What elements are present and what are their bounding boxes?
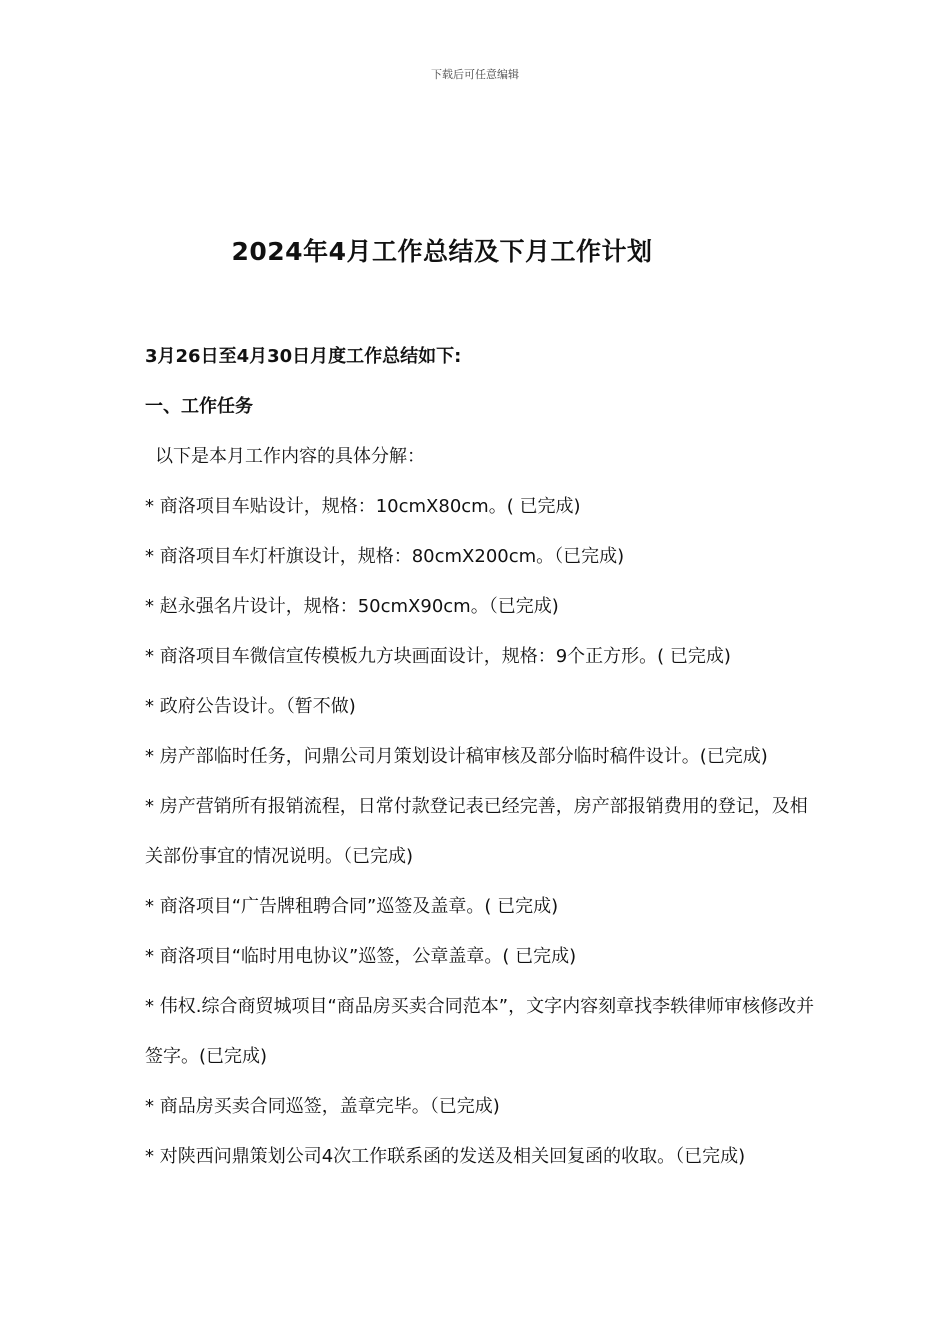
list-item: * 商洛项目“临时用电协议”巡签，公章盖章。( 已完成) [145,946,577,967]
list-item: * 商洛项目“广告牌租聘合同”巡签及盖章。( 已完成) [145,896,559,917]
list-item: * 商洛项目车贴设计，规格：10cmX80cm。( 已完成) [145,496,581,517]
list-item: * 商品房买卖合同巡签，盖章完毕。（已完成) [145,1096,500,1117]
list-item: * 商洛项目车灯杆旗设计，规格：80cmX200cm。（已完成) [145,546,625,567]
list-item: * 房产营销所有报销流程，日常付款登记表已经完善，房产部报销费用的登记，及相关部份事宜的情况说明。（已完成) [145,796,808,867]
list-item: * 赵永强名片设计，规格：50cmX90cm。（已完成) [145,596,559,617]
summary-heading: 3月26日至4月30日月度工作总结如下: [145,346,462,367]
header-note: 下载后可任意编辑 [431,68,519,81]
list-item: * 政府公告设计。（暂不做) [145,696,356,717]
document-title: 2024年4月工作总结及下月工作计划 [231,237,653,266]
document-body [145,332,825,1182]
list-item: * 房产部临时任务，问鼎公司月策划设计稿审核及部分临时稿件设计。(已完成) [145,746,768,767]
section-heading: 一、工作任务 [145,396,253,417]
list-item: * 商洛项目车微信宣传模板九方块画面设计，规格：9个正方形。( 已完成) [145,646,731,667]
intro-text: 以下是本月工作内容的具体分解： [155,446,425,467]
list-item: * 伟权.综合商贸城项目“商品房买卖合同范本”，文字内容刻章找李轶律师审核修改并签字。(已完成) [145,996,815,1067]
list-item: * 对陕西问鼎策划公司4次工作联系函的发送及相关回复函的收取。（已完成) [145,1146,746,1167]
